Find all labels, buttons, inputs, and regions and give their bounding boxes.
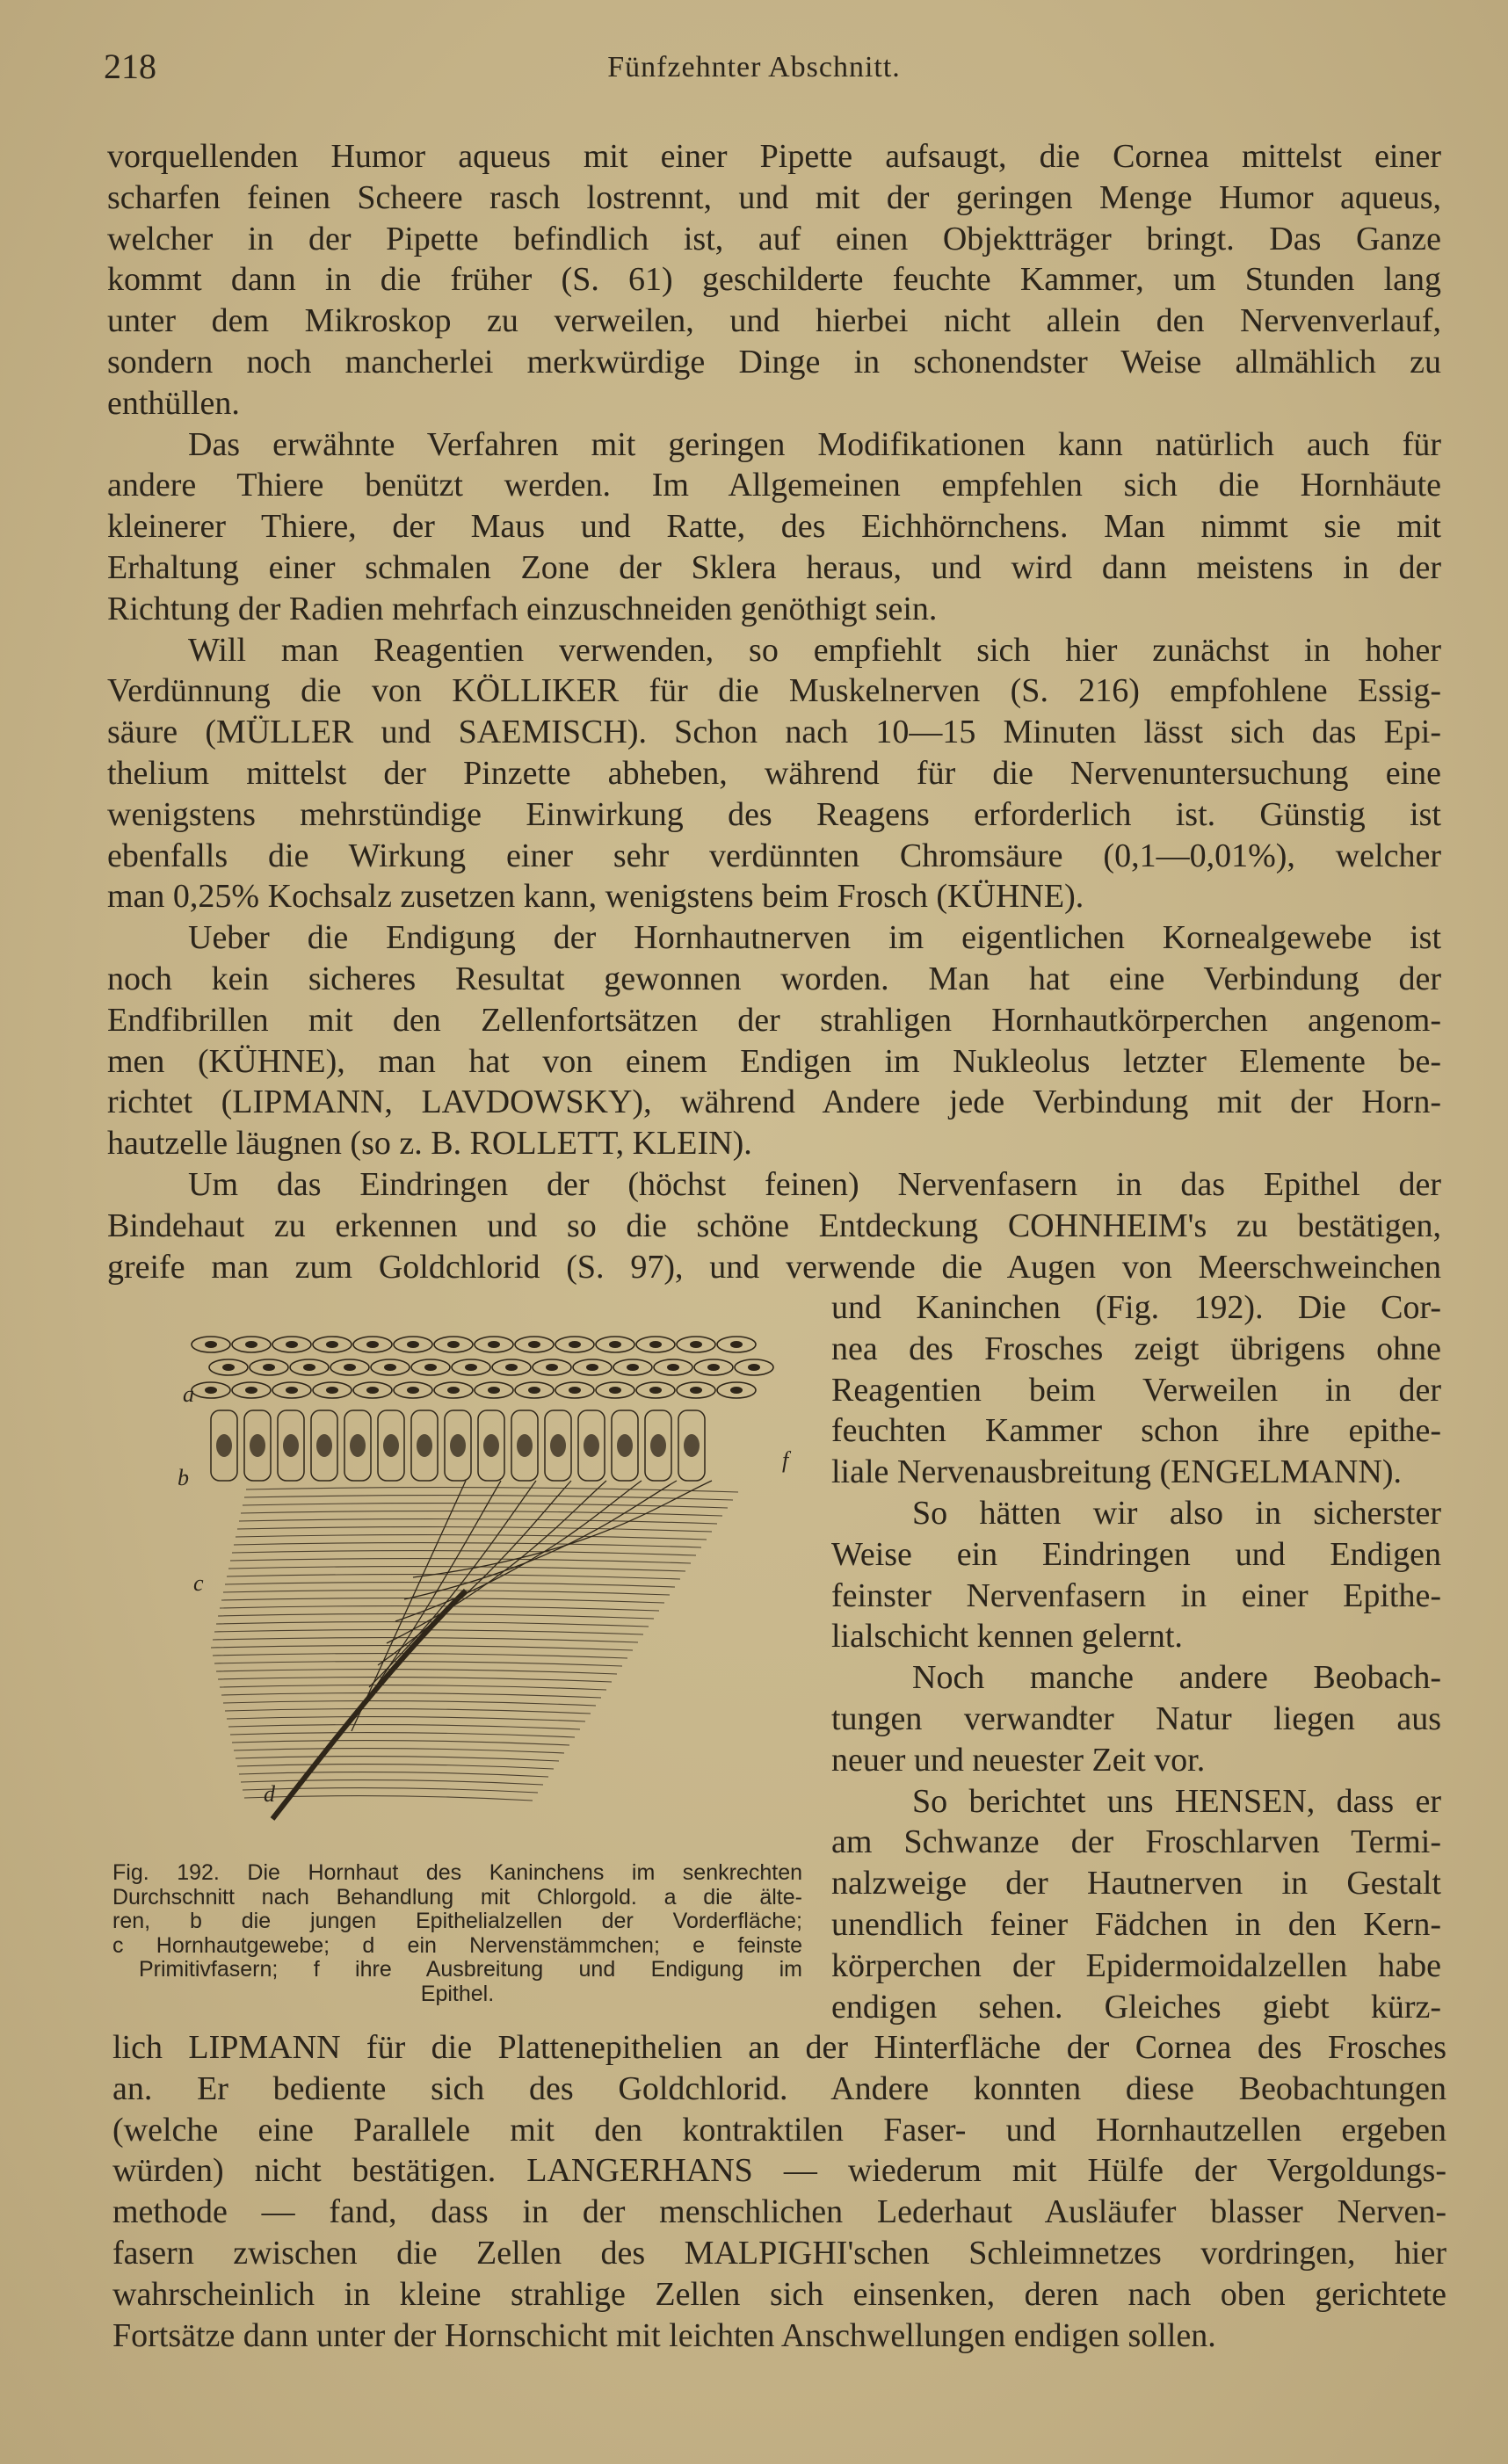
cell-nucleus [326, 1387, 338, 1394]
tissue-lamella [230, 1733, 575, 1737]
text-line: wahrscheinlich in kleine strahlige Zellen sich einsenken, deren nach oben gerichtete [112, 2275, 1446, 2313]
figure-label-a: a [183, 1381, 194, 1407]
primitive-fibre [404, 1481, 677, 1599]
text-line: Noch manche andere Beobach- [912, 1659, 1441, 1697]
tissue-lamella [234, 1749, 564, 1753]
cell-nucleus [617, 1434, 633, 1457]
cell-nucleus [350, 1434, 366, 1457]
cell-nucleus [205, 1387, 217, 1394]
tissue-lamella [236, 1757, 559, 1761]
text-line: scharfen feinen Scheere rasch lostrennt, und mit der geringen Menge Humor aqueus, [107, 178, 1441, 216]
text-line: man 0,25% Kochsalz zusetzen kann, wenigstens beim Frosch (KÜHNE). [107, 878, 1084, 916]
tissue-lamella [230, 1559, 691, 1563]
cell-nucleus [366, 1341, 379, 1348]
cell-nucleus [649, 1341, 662, 1348]
text-line: Reagentien beim Verweilen in der [831, 1371, 1441, 1409]
text-line: feinster Nervenfasern in einer Epithe- [831, 1576, 1441, 1614]
text-line: welcher in der Pipette befindlich ist, auf einen Objektträger bringt. Das Ganze [107, 220, 1441, 257]
text-line: sondern noch mancherlei merkwürdige Dinge in schonendster Weise allmählich zu [107, 343, 1441, 380]
cell-nucleus [650, 1434, 666, 1457]
figure-label-b: b [178, 1465, 189, 1490]
tissue-lamella [214, 1662, 622, 1666]
cell-nucleus [569, 1387, 581, 1394]
cell-nucleus [407, 1387, 419, 1394]
text-line: kommt dann in die früher (S. 61) geschilderte feuchte Kammer, um Stunden lang [107, 261, 1441, 299]
text-line: Das erwähnte Verfahren mit geringen Modifikationen kann natürlich auch für [188, 425, 1441, 463]
text-line: unendlich feiner Fädchen in den Kern- [831, 1905, 1441, 1943]
cell-nucleus [690, 1387, 702, 1394]
text-line: noch kein sicheres Resultat gewonnen worden. Man hat eine Verbindung der [107, 960, 1441, 997]
tissue-lamella [232, 1741, 569, 1745]
cell-nucleus [383, 1434, 399, 1457]
caption-line: c Hornhautgewebe; d ein Nervenstämmchen; e feinste [112, 1932, 802, 1958]
text-line: feuchten Kammer schon ihre epithe- [831, 1412, 1441, 1450]
body-text-bottom [112, 2027, 1446, 2356]
tissue-lamella [237, 1765, 554, 1769]
cell-nucleus [690, 1341, 702, 1348]
tissue-lamella [239, 1772, 548, 1777]
text-line: würden) nicht bestätigen. LANGERHANS — wiederum mit Hülfe der Vergoldungs- [112, 2152, 1446, 2190]
tissue-lamella [218, 1678, 612, 1682]
tissue-lamella [225, 1709, 591, 1714]
cell-nucleus [447, 1341, 460, 1348]
cell-nucleus [730, 1387, 743, 1394]
text-line: men (KÜHNE), man hat von einem Endigen im Nukleolus letzter Elemente be- [107, 1042, 1441, 1080]
cell-nucleus [609, 1387, 621, 1394]
tissue-lamella [211, 1646, 633, 1650]
cell-nucleus [303, 1364, 315, 1371]
text-line: methode — fand, dass in der menschlichen Lederhaut Ausläufer blasser Nerven- [112, 2193, 1446, 2231]
cell-nucleus [424, 1364, 437, 1371]
cell-nucleus [222, 1364, 235, 1371]
body-text-top [107, 136, 1441, 1287]
figure-label-c: c [193, 1570, 204, 1596]
cell-nucleus [326, 1341, 338, 1348]
tissue-lamella [223, 1591, 670, 1595]
cell-nucleus [569, 1341, 581, 1348]
tissue-lamella [213, 1638, 638, 1642]
cell-nucleus [245, 1341, 257, 1348]
text-line: an. Er bediente sich des Goldchlorid. Andere konnten diese Beobachtungen [112, 2069, 1446, 2107]
cell-nucleus [609, 1341, 621, 1348]
tissue-lamella [236, 1535, 707, 1540]
text-line: Erhaltung einer schmalen Zone der Sklera heraus, und wird dann meistens in der [107, 548, 1441, 586]
text-line: unter dem Mikroskop zu verweilen, und hierbei nicht allein den Nervenverlauf, [107, 302, 1441, 340]
text-line: wenigstens mehrstündige Einwirkung des Reagens erforderlich ist. Günstig ist [107, 795, 1441, 833]
text-line: kleinerer Thiere, der Maus und Ratte, des Eichhörnchens. Man nimmt sie mit [107, 508, 1441, 546]
cell-nucleus [216, 1434, 232, 1457]
text-line: Richtung der Radien mehrfach einzuschneiden genöthigt sein. [107, 590, 938, 627]
text-line: nea des Frosches zeigt übrigens ohne [831, 1330, 1441, 1367]
text-line: ebenfalls die Wirkung einer sehr verdünnten Chromsäure (0,1—0,01%), welcher [107, 837, 1441, 874]
cell-nucleus [263, 1364, 275, 1371]
text-line: lialschicht kennen gelernt. [831, 1618, 1183, 1656]
cell-nucleus [627, 1364, 639, 1371]
text-line: thelium mittelst der Pinzette abheben, während für die Nervenuntersuchung eine [107, 754, 1441, 792]
cell-nucleus [684, 1434, 700, 1457]
text-line: liale Nervenausbreitung (ENGELMANN). [831, 1453, 1402, 1491]
text-line: Will man Reagentien verwenden, so empfiehlt sich hier zunächst in hoher [188, 631, 1441, 669]
cell-nucleus [488, 1341, 500, 1348]
cell-nucleus [250, 1434, 265, 1457]
text-line: Um das Eindringen der (höchst feinen) Nervenfasern in das Epithel der [188, 1165, 1441, 1203]
cell-nucleus [384, 1364, 396, 1371]
figure-artwork [192, 1337, 773, 1819]
text-line: andere Thiere benützt werden. Im Allgemeinen empfehlen sich die Hornhäute [107, 467, 1441, 504]
cell-nucleus [584, 1434, 599, 1457]
cell-nucleus [546, 1364, 558, 1371]
cell-nucleus [707, 1364, 720, 1371]
cell-nucleus [730, 1341, 743, 1348]
text-line: vorquellenden Humor aqueus mit einer Pipette aufsaugt, die Cornea mittelst einer [107, 138, 1441, 175]
body-text-right-column [831, 1287, 1441, 2027]
tissue-lamella [221, 1598, 664, 1603]
caption-line: Primitivfasern; f ihre Ausbreitung und Endigung im [139, 1957, 802, 1982]
cell-nucleus [550, 1434, 566, 1457]
tissue-lamella [223, 1701, 596, 1706]
cell-nucleus [483, 1434, 499, 1457]
page-number: 218 [104, 47, 156, 86]
cell-nucleus [366, 1387, 379, 1394]
text-line: endigen sehen. Gleiches giebt kürz- [831, 1988, 1441, 2026]
tissue-lamella [227, 1575, 680, 1579]
text-line: So berichtet uns HENSEN, dass er [912, 1782, 1441, 1820]
cell-nucleus [505, 1364, 518, 1371]
figure-cornea-illustration [176, 1327, 800, 1837]
cell-nucleus [450, 1434, 466, 1457]
cell-nucleus [344, 1364, 356, 1371]
text-line: nalzweige der Hautnerven in Gestalt [831, 1865, 1441, 1902]
tissue-lamella [221, 1693, 601, 1698]
text-line: am Schwanze der Froschlarven Termi- [831, 1823, 1441, 1861]
text-line: enthüllen. [107, 384, 240, 422]
tissue-lamella [216, 1670, 617, 1674]
cell-nucleus [283, 1434, 299, 1457]
text-line: fasern zwischen die Zellen des MALPIGHI'schen Schleimnetzes vordringen, hier [112, 2234, 1446, 2272]
tissue-lamella [243, 1788, 538, 1793]
cell-nucleus [417, 1434, 432, 1457]
text-line: neuer und neuester Zeit vor. [831, 1741, 1206, 1779]
tissue-lamella [244, 1496, 733, 1500]
cell-nucleus [407, 1341, 419, 1348]
text-line: richtet (LIPMANN, LAVDOWSKY), während Andere jede Verbindung mit der Horn- [107, 1083, 1441, 1121]
text-line: säure (MÜLLER und SAEMISCH). Schon nach 10—15 Minuten lässt sich das Epi- [107, 714, 1441, 751]
text-line: Ueber die Endigung der Hornhautnerven im eigentlichen Kornealgewebe ist [188, 919, 1441, 957]
text-line: Verdünnung die von KÖLLIKER für die Muskelnerven (S. 216) empfohlene Essig- [107, 672, 1441, 710]
caption-line: Epithel. [420, 1981, 495, 2006]
text-line: tungen verwandter Natur liegen aus [831, 1699, 1441, 1737]
tissue-lamella [227, 1717, 585, 1721]
cell-nucleus [748, 1364, 760, 1371]
tissue-lamella [232, 1551, 696, 1555]
figure-caption [112, 1861, 802, 2006]
tissue-lamella [225, 1583, 675, 1587]
text-line: Endfibrillen mit den Zellenfortsätzen der strahligen Hornhautkörperchen angenom- [107, 1001, 1441, 1039]
cell-nucleus [586, 1364, 598, 1371]
cell-nucleus [649, 1387, 662, 1394]
tissue-lamella [213, 1654, 627, 1658]
cell-nucleus [286, 1341, 298, 1348]
cell-nucleus [316, 1434, 332, 1457]
text-line: Fortsätze dann unter der Hornschicht mit leichten Anschwellungen endigen sollen. [112, 2316, 1216, 2354]
running-title: Fünfzehnter Abschnitt. [607, 51, 901, 83]
text-line: lich LIPMANN für die Plattenepithelien an der Hinterfläche der Cornea des Frosches [112, 2029, 1446, 2066]
cell-nucleus [667, 1364, 679, 1371]
cell-nucleus [447, 1387, 460, 1394]
caption-line: Durchschnitt nach Behandlung mit Chlorgold. a die älte- [112, 1884, 802, 1910]
caption-line: ren, b die jungen Epithelialzellen der Vorderfläche; [112, 1909, 802, 1933]
tissue-lamella [228, 1725, 580, 1729]
nerve-stem [272, 1591, 466, 1819]
text-line: körperchen der Epidermoidalzellen habe [831, 1946, 1441, 1984]
cell-nucleus [205, 1341, 217, 1348]
figure-label-f: f [782, 1447, 789, 1473]
cell-nucleus [517, 1434, 533, 1457]
text-line: So hätten wir also in sicherster [912, 1494, 1441, 1532]
cell-nucleus [286, 1387, 298, 1394]
cell-nucleus [528, 1341, 540, 1348]
tissue-lamella [241, 1780, 543, 1785]
cell-nucleus [465, 1364, 477, 1371]
text-line: und Kaninchen (Fig. 192). Die Cor- [831, 1289, 1441, 1326]
cell-nucleus [528, 1387, 540, 1394]
text-line: greife man zum Goldchlorid (S. 97), und verwende die Augen von Meerschweinchen [107, 1248, 1441, 1286]
text-line: Bindehaut zu erkennen und so die schöne Entdeckung COHNHEIM's zu bestätigen, [107, 1207, 1441, 1244]
tissue-lamella [220, 1685, 606, 1690]
cell-nucleus [245, 1387, 257, 1394]
text-line: hautzelle läugnen (so z. B. ROLLETT, KLEIN). [107, 1125, 752, 1163]
cell-nucleus [488, 1387, 500, 1394]
text-line: (welche eine Parallele mit den kontraktilen Faser- und Hornhautzellen ergeben [112, 2111, 1446, 2149]
text-line: Weise ein Eindringen und Endigen [831, 1535, 1441, 1573]
caption-line: Fig. 192. Die Hornhaut des Kaninchens im senkrechten [112, 1860, 802, 1885]
tissue-lamella [234, 1543, 701, 1547]
figure-label-d: d [264, 1781, 275, 1807]
